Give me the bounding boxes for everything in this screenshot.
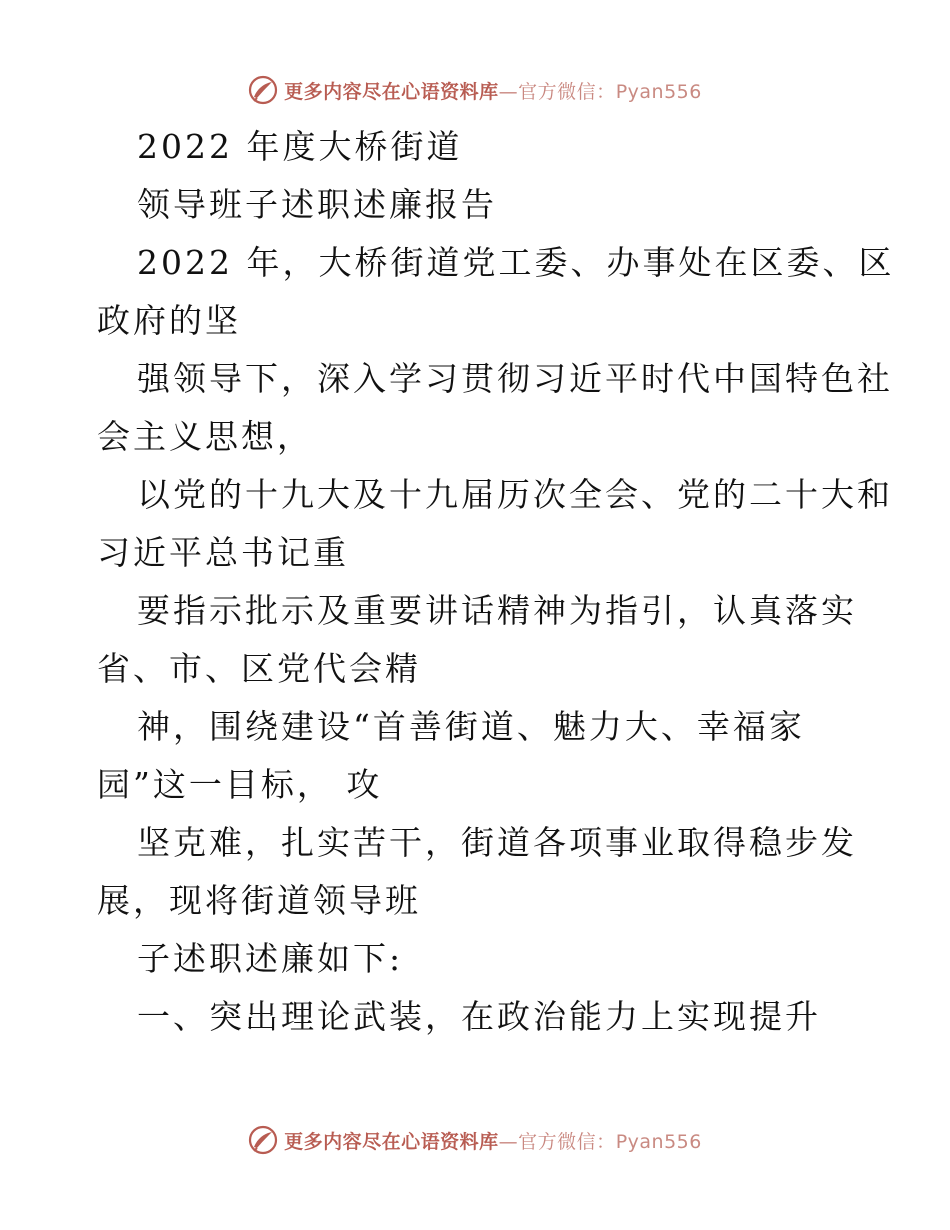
pen-logo-icon bbox=[248, 1125, 278, 1155]
footer-watermark bbox=[0, 1120, 950, 1160]
document-line: 政府的坚 bbox=[97, 301, 241, 340]
header-watermark bbox=[0, 70, 950, 110]
document-line: 子述职述廉如下: bbox=[137, 939, 404, 978]
document-body bbox=[97, 118, 897, 1046]
watermark-wechat-id: Pyan556 bbox=[615, 80, 702, 103]
watermark-site: 更多内容尽在心语资料库 bbox=[284, 1130, 499, 1153]
document-line: 要指示批示及重要讲话精神为指引，认真落实 bbox=[137, 591, 857, 630]
document-line: 以党的十九大及十九届历次全会、党的二十大和 bbox=[137, 475, 893, 514]
watermark-text bbox=[284, 1127, 702, 1154]
pen-logo-icon bbox=[248, 75, 278, 105]
document-line: 省、市、区党代会精 bbox=[97, 649, 421, 688]
document-line: 坚克难，扎实苦干，街道各项事业取得稳步发 bbox=[137, 823, 857, 862]
document-line: 神，围绕建设“首善街道、魅力大、幸福家 bbox=[137, 707, 805, 746]
document-line: 展，现将街道领导班 bbox=[97, 881, 421, 920]
document-line: 强领导下，深入学习贯彻习近平时代中国特色社 bbox=[137, 359, 893, 398]
document-line: 2022 年，大桥街道党工委、办事处在区委、区 bbox=[137, 243, 895, 282]
document-line: 一、突出理论武装，在政治能力上实现提升 bbox=[137, 997, 821, 1036]
watermark-wechat-label: 官方微信： bbox=[518, 80, 616, 103]
watermark-text bbox=[284, 77, 702, 104]
watermark-dash: — bbox=[498, 80, 519, 103]
document-line: 2022 年度大桥街道 bbox=[137, 127, 463, 166]
watermark-site: 更多内容尽在心语资料库 bbox=[284, 80, 499, 103]
document-line: 习近平总书记重 bbox=[97, 533, 349, 572]
document-line: 会主义思想， bbox=[97, 417, 313, 456]
document-line: 园”这一目标， 攻 bbox=[97, 765, 383, 804]
watermark-wechat-label: 官方微信： bbox=[518, 1130, 616, 1153]
watermark-dash: — bbox=[498, 1130, 519, 1153]
document-line: 领导班子述职述廉报告 bbox=[137, 185, 497, 224]
watermark-wechat-id: Pyan556 bbox=[615, 1130, 702, 1153]
